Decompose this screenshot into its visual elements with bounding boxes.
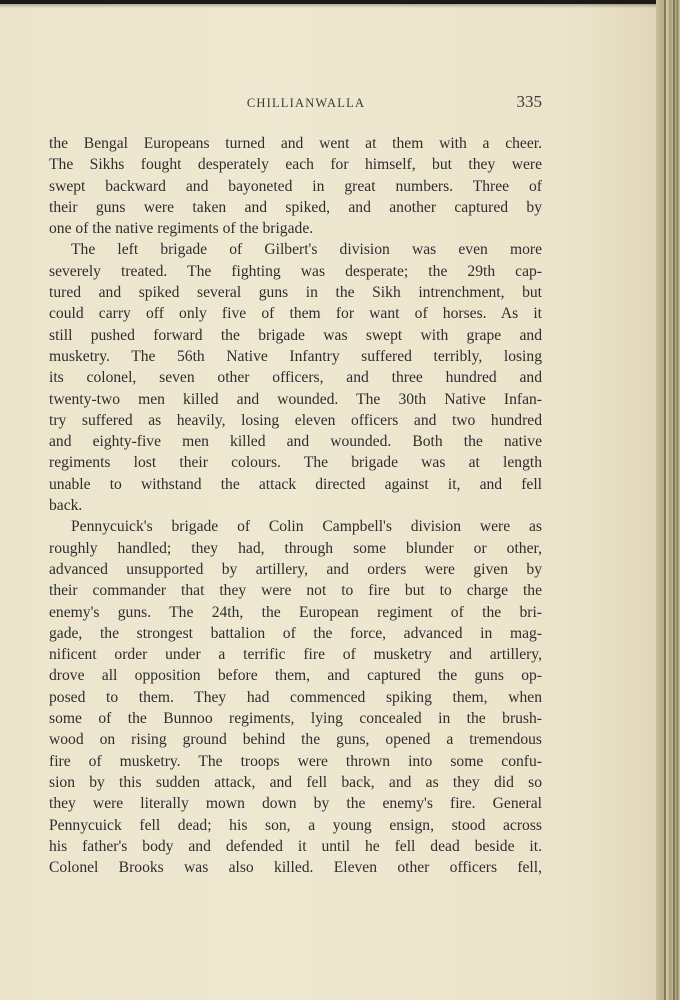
text-line: still pushed forward the brigade was swept with grape and [49, 326, 542, 344]
text-line: back. [49, 497, 83, 515]
text-line: swept backward and bayoneted in great numbers. Three of [49, 177, 542, 195]
body-text [49, 133, 542, 878]
text-line: musketry. The 56th Native Infantry suffered terribly, losing [49, 347, 542, 365]
page-edge-line [673, 0, 675, 1000]
text-line: roughly handled; they had, through some blunder or other, [49, 539, 542, 557]
text-line: they were literally mown down by the enemy's fire. General [49, 795, 542, 813]
text-line: enemy's guns. The 24th, the European regiment of the bri- [49, 603, 542, 621]
text-line: twenty-two men killed and wounded. The 30th Native Infan- [49, 390, 542, 408]
text-line: Pennycuick fell dead; his son, a young ensign, stood across [49, 816, 542, 834]
text-line: Colonel Brooks was also killed. Eleven other officers fell, [49, 859, 542, 877]
text-line: gade, the strongest battalion of the force, advanced in mag- [49, 624, 542, 642]
text-line: fire of musketry. The troops were thrown into some confu- [49, 752, 542, 770]
text-line: the Bengal Europeans turned and went at them with a cheer. [49, 135, 542, 152]
text-line: The left brigade of Gilbert's division was even more [71, 241, 542, 259]
text-line: posed to them. They had commenced spiking them, when [49, 688, 542, 706]
page-fore-edge [656, 0, 680, 1000]
text-line: nificent order under a terrific fire of musketry and artillery, [49, 646, 542, 664]
text-line: their commander that they were not to fire but to charge the [49, 582, 542, 600]
text-line: regiments lost their colours. The brigade was at length [49, 454, 542, 472]
text-line: The Sikhs fought desperately each for himself, but they were [49, 156, 542, 174]
text-line: drove all opposition before them, and captured the guns op- [49, 667, 542, 685]
text-line: severely treated. The fighting was desperate; the 29th cap- [49, 262, 542, 280]
page-header [48, 92, 544, 120]
text-line: their guns were taken and spiked, and another captured by [49, 198, 542, 216]
text-line: tured and spiked several guns in the Sikh intrenchment, but [49, 284, 542, 302]
text-line: wood on rising ground behind the guns, opened a tremendous [49, 731, 542, 749]
text-line: some of the Bunnoo regiments, lying concealed in the brush- [49, 710, 542, 728]
text-line: sion by this sudden attack, and fell back, and as they did so [49, 773, 542, 791]
text-line: try suffered as heavily, losing eleven officers and two hundred [49, 411, 542, 429]
page-edge-line [664, 0, 666, 1000]
page-number: 335 [516, 92, 542, 111]
text-line: its colonel, seven other officers, and three hundred and [49, 369, 542, 387]
scan-top-shadow [0, 4, 680, 8]
text-line: his father's body and defended it until he fell dead beside it. [49, 837, 542, 855]
text-line: and eighty-five men killed and wounded. Both the native [49, 433, 542, 451]
text-line: could carry off only five of them for want of horses. As it [49, 305, 542, 323]
text-line: Pennycuick's brigade of Colin Campbell's division were as [71, 518, 542, 536]
text-line: one of the native regiments of the brigade. [49, 220, 314, 238]
text-line: advanced unsupported by artillery, and orders were given by [49, 560, 542, 578]
text-line: unable to withstand the attack directed against it, and fell [49, 475, 542, 493]
running-head: CHILLIANWALLA [246, 96, 366, 110]
